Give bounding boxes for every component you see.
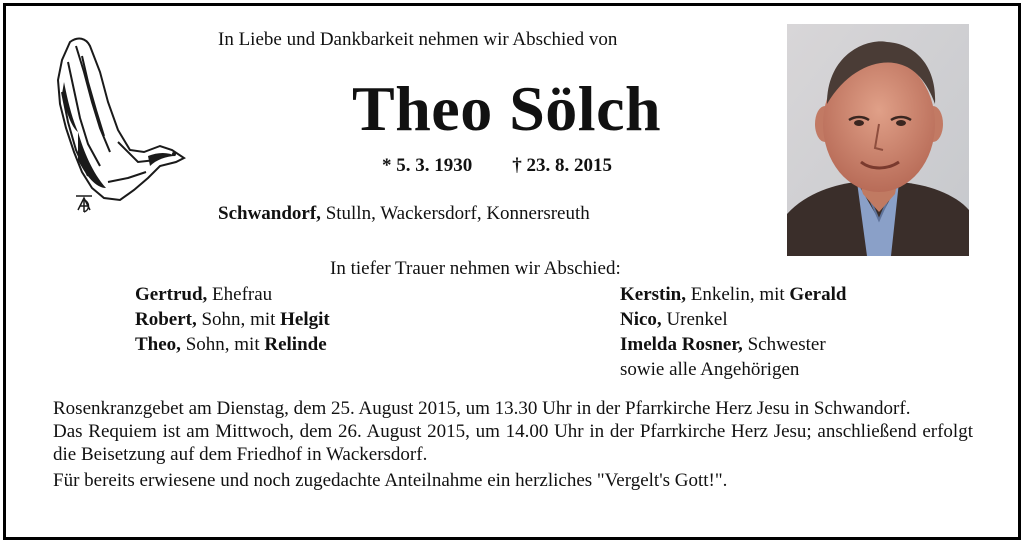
mourner-relation: Urenkel	[661, 309, 728, 330]
mourner-row	[135, 332, 330, 357]
mourner-relation: Sohn,	[180, 334, 235, 355]
mourner-partner: Gerald	[789, 284, 847, 305]
mourner-name: Theo,	[135, 334, 181, 355]
mourner-row	[620, 282, 846, 307]
monogram-icon	[76, 196, 92, 212]
place-main: Schwandorf,	[218, 203, 321, 224]
mourner-row	[620, 307, 846, 332]
requiem-notice: Das Requiem ist am Mittwoch, dem 26. August 2015, um 14.00 Uhr in der Pfarrkirche Herz Jesu; anschließend erfolgt die Beisetzung auf dem Friedhof in Wackersdorf.	[53, 421, 973, 465]
mourner-row	[620, 332, 846, 357]
mourner-relation: Enkelin,	[685, 284, 760, 305]
mourners-left	[135, 282, 330, 357]
mourner-partner-prefix: mit	[250, 309, 281, 330]
mourner-name: Robert,	[135, 309, 197, 330]
life-dates	[382, 155, 612, 177]
mourner-name: Gertrud,	[135, 284, 208, 305]
mourner-row	[135, 307, 330, 332]
mourner-partner-prefix: mit	[234, 334, 265, 355]
places-line	[218, 203, 590, 225]
places-rest: Stulln, Wackersdorf, Konnersreuth	[320, 203, 590, 224]
mourner-name: Kerstin,	[620, 284, 686, 305]
mourner-partner: Relinde	[264, 334, 327, 355]
mourner-relation: Schwester	[742, 334, 826, 355]
praying-hands-icon	[48, 32, 190, 222]
mourner-relation: Ehefrau	[207, 284, 273, 305]
deceased-name: Theo Sölch	[352, 73, 662, 144]
death-date: † 23. 8. 2015	[512, 155, 612, 176]
mourner-partner-prefix: mit	[759, 284, 790, 305]
portrait-photo	[787, 24, 969, 256]
service-notices	[53, 397, 973, 492]
mourner-name: Imelda Rosner,	[620, 334, 743, 355]
mourner-relation: Sohn,	[196, 309, 251, 330]
intro-text: In Liebe und Dankbarkeit nehmen wir Abschied von	[218, 29, 618, 50]
mourning-heading: In tiefer Trauer nehmen wir Abschied:	[330, 258, 621, 279]
mourner-row	[135, 282, 330, 307]
mourner-partner: Helgit	[280, 309, 330, 330]
thanks-notice: Für bereits erwiesene und noch zugedachte Anteilnahme ein herzliches "Vergelt's Gott!".	[53, 470, 728, 491]
mourners-right	[620, 282, 846, 382]
mourner-name: Nico,	[620, 309, 662, 330]
mourners-closing: sowie alle Angehörigen	[620, 359, 800, 380]
birth-date: * 5. 3. 1930	[382, 155, 473, 176]
rosary-notice: Rosenkranzgebet am Dienstag, dem 25. August 2015, um 13.30 Uhr in der Pfarrkirche Herz Jesu in Schwandorf.	[53, 398, 911, 419]
